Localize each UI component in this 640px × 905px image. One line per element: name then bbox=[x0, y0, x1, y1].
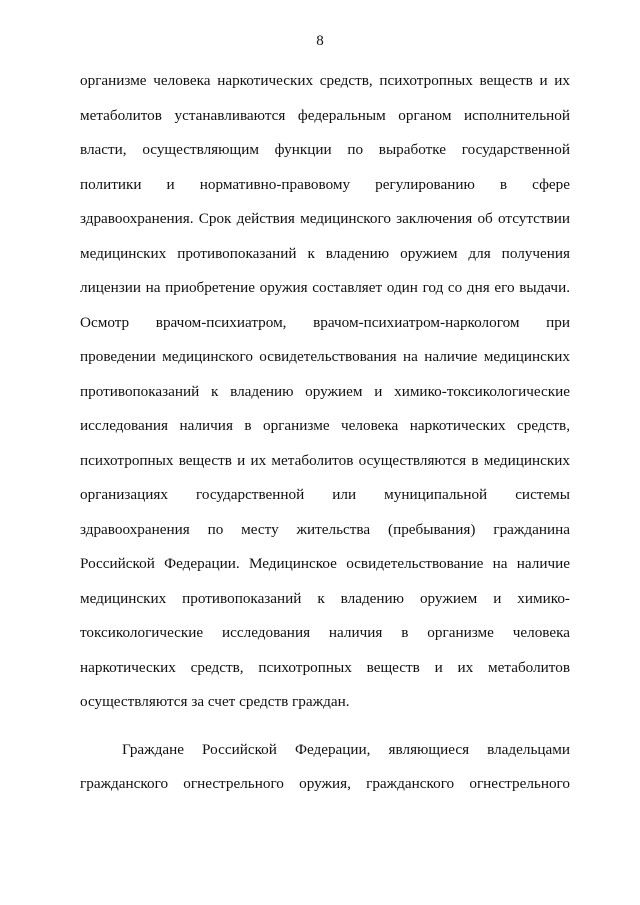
paragraph-citizens bbox=[80, 733, 570, 802]
text-line: здравоохранения. Срок действия медицинского заключения об отсутствии bbox=[80, 210, 570, 227]
text-line: медицинских противопоказаний к владению оружием и химико- bbox=[80, 589, 570, 607]
text-line: медицинских противопоказаний к владению оружием для получения bbox=[80, 244, 570, 262]
text-line: организациях государственной или муниципальной системы bbox=[80, 486, 570, 503]
text-line: здравоохранения по месту жительства (пребывания) гражданина bbox=[80, 520, 570, 538]
text-line: токсикологические исследования наличия в организме человека bbox=[80, 624, 570, 641]
text-line: гражданского огнестрельного оружия, гражданского огнестрельного bbox=[80, 775, 570, 792]
text-line: психотропных веществ и их метаболитов осуществляются в медицинских bbox=[80, 451, 570, 469]
text-line: наркотических средств, психотропных веществ и их метаболитов bbox=[80, 658, 570, 676]
text-line: Граждане Российской Федерации, являющиеся владельцами bbox=[122, 740, 570, 758]
text-line: проведении медицинского освидетельствования на наличие медицинских bbox=[80, 348, 570, 365]
text-line: противопоказаний к владению оружием и химико-токсикологические bbox=[80, 382, 570, 400]
paragraph-continuation bbox=[80, 64, 570, 720]
text-line: организме человека наркотических средств, психотропных веществ и их bbox=[80, 72, 570, 89]
text-line: осуществляются за счет средств граждан. bbox=[80, 693, 350, 710]
text-line: политики и нормативно-правовому регулированию в сфере bbox=[80, 175, 570, 193]
page-number: 8 bbox=[316, 33, 324, 49]
text-line: Осмотр врачом-психиатром, врачом-психиатром-наркологом при bbox=[80, 313, 570, 331]
text-line: метаболитов устанавливаются федеральным органом исполнительной bbox=[80, 106, 570, 124]
document-body bbox=[80, 64, 570, 802]
text-line: исследования наличия в организме человека наркотических средств, bbox=[80, 417, 570, 434]
text-line: власти, осуществляющим функции по выработке государственной bbox=[80, 141, 570, 158]
text-line: лицензии на приобретение оружия составляет один год со дня его выдачи. bbox=[80, 279, 570, 296]
text-line: Российской Федерации. Медицинское освидетельствование на наличие bbox=[80, 555, 570, 572]
